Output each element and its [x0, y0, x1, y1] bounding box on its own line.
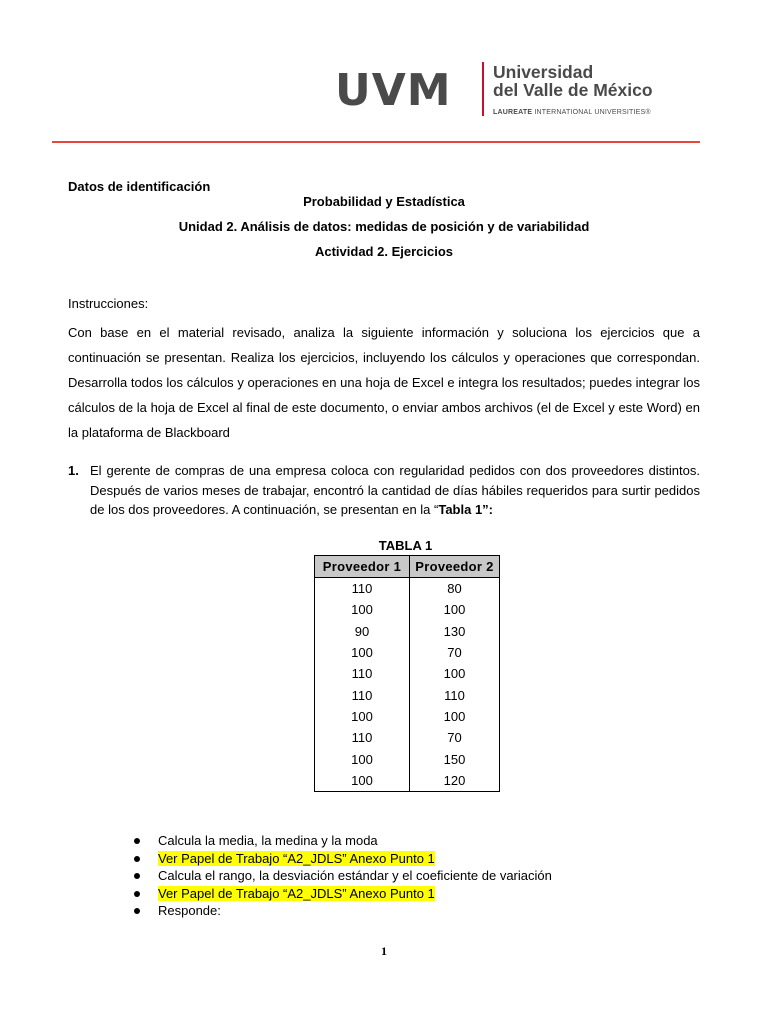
- table-cell: 110: [315, 663, 410, 684]
- bullet-icon: [134, 838, 140, 844]
- logo-tagline: [493, 109, 651, 116]
- list-item-text: Calcula el rango, la desviación estándar y el coeficiente de variación: [158, 868, 552, 883]
- list-item-text: Responde:: [158, 903, 221, 918]
- supplier-days-table: [314, 555, 500, 792]
- table-cell: 110: [410, 684, 500, 705]
- logo-tag-bold: LAUREATE: [493, 109, 533, 116]
- table-header-supplier-2: Proveedor 2: [410, 556, 500, 578]
- table-cell: 100: [410, 663, 500, 684]
- table-row: [315, 663, 500, 684]
- table-cell: 80: [410, 578, 500, 600]
- logo-tag-rest: INTERNATIONAL UNIVERSITIES®: [532, 109, 651, 116]
- identification-heading: Datos de identificación: [68, 179, 211, 194]
- activity-title: Actividad 2. Ejercicios: [314, 244, 453, 259]
- table-cell: 150: [410, 748, 500, 769]
- instructions-body: Con base en el material revisado, analiza la siguiente información y soluciona los ejercicios que a continuación se presentan. Realiza los ejercicios, incluyendo los cálculos y operaciones que correspondan. Desarrolla todos los cálculos y operaciones en una hoja de Excel e integra los resultados; puedes integrar los cálculos de la hoja de Excel al final de este documento, o enviar ambos archivos (el de Excel y este Word) en la plataforma de Blackboard: [68, 325, 700, 440]
- table-cell: 100: [410, 599, 500, 620]
- table-row: [315, 684, 500, 705]
- table-cell: 100: [315, 642, 410, 663]
- table-cell: 120: [410, 770, 500, 792]
- exercise-1-text: [90, 461, 700, 520]
- list-item: [118, 832, 552, 850]
- table-cell: 110: [315, 578, 410, 600]
- bullet-icon: [134, 856, 140, 862]
- logo-divider: [482, 62, 484, 116]
- table-cell: 130: [410, 621, 500, 642]
- table-row: [315, 621, 500, 642]
- unit-title: Unidad 2. Análisis de datos: medidas de posición y de variabilidad: [178, 219, 590, 234]
- course-title: Probabilidad y Estadística: [303, 194, 465, 209]
- table-cell: 90: [315, 621, 410, 642]
- uvm-logo: [335, 62, 665, 122]
- table-row: [315, 748, 500, 769]
- table-cell: 70: [410, 727, 500, 748]
- exercise-1-number: 1.: [68, 463, 79, 478]
- table-cell: 100: [315, 599, 410, 620]
- list-item: [118, 850, 552, 868]
- task-list: [118, 832, 552, 920]
- header-rule: [52, 141, 700, 143]
- list-item-text: Calcula la media, la medina y la moda: [158, 833, 378, 848]
- table-row: [315, 770, 500, 792]
- table-row: [315, 706, 500, 727]
- logo-name-line1: Universidad: [493, 62, 594, 82]
- logo-name-line2: del Valle de México: [493, 80, 653, 100]
- list-item: [118, 885, 552, 903]
- logo-university-name: [493, 63, 653, 99]
- bullet-icon: [134, 908, 140, 914]
- bullet-icon: [134, 891, 140, 897]
- instructions-heading: Instrucciones:: [68, 296, 149, 311]
- table-header-row: [315, 556, 500, 578]
- table-row: [315, 578, 500, 600]
- list-item: [118, 902, 552, 920]
- exercise-1-table-ref: Tabla 1”:: [438, 502, 494, 517]
- table-cell: 100: [410, 706, 500, 727]
- table-cell: 100: [315, 770, 410, 792]
- table-caption: TABLA 1: [378, 538, 433, 553]
- table-cell: 110: [315, 684, 410, 705]
- list-item-text: Ver Papel de Trabajo “A2_JDLS” Anexo Punto 1: [158, 885, 435, 901]
- list-item: [118, 867, 552, 885]
- table-header-supplier-1: Proveedor 1: [315, 556, 410, 578]
- bullet-icon: [134, 873, 140, 879]
- page-number: 1: [381, 944, 387, 958]
- list-item-text: Ver Papel de Trabajo “A2_JDLS” Anexo Punto 1: [158, 850, 435, 866]
- table-row: [315, 642, 500, 663]
- table-row: [315, 599, 500, 620]
- table-cell: 110: [315, 727, 410, 748]
- table-cell: 100: [315, 748, 410, 769]
- logo-mark: UVM: [335, 65, 452, 116]
- table-row: [315, 727, 500, 748]
- table-cell: 100: [315, 706, 410, 727]
- table-body: [315, 578, 500, 792]
- exercise-1-body: El gerente de compras de una empresa coloca con regularidad pedidos con dos proveedores distintos. Después de varios meses de trabajar, encontró la cantidad de días hábiles requeridos para surtir pedidos de los dos proveedores. A continuación, se presentan en la “: [90, 463, 700, 517]
- table-cell: 70: [410, 642, 500, 663]
